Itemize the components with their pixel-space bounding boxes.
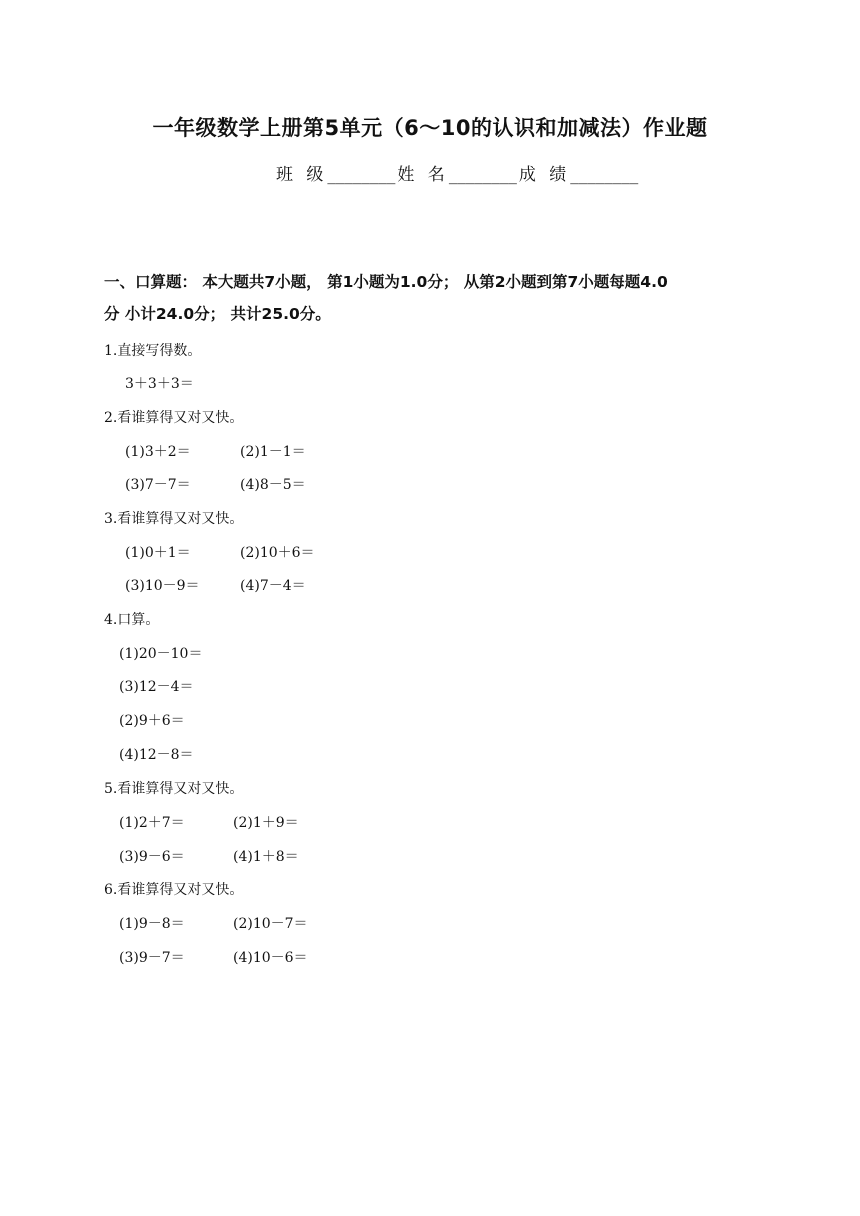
question-item: (1)3＋2＝	[125, 444, 191, 460]
question-title: 6.看谁算得又对又快。	[104, 882, 244, 898]
question-item: 3＋3＋3＝	[125, 376, 194, 392]
section-heading	[104, 266, 764, 330]
question-item: (3)7－7＝	[125, 477, 191, 493]
question-item: (3)10－9＝	[125, 578, 200, 594]
question-item: (3)12－4＝	[119, 679, 194, 695]
name-blank[interactable]: ________	[448, 165, 517, 185]
question-title: 1.直接写得数。	[104, 343, 202, 359]
question-item: (3)9－7＝	[119, 950, 185, 966]
question-item: (1)0＋1＝	[125, 545, 191, 561]
question-item: (2)10＋6＝	[240, 545, 315, 561]
student-info-line	[276, 160, 640, 185]
section-heading-line1: 一、口算题： 本大题共7小题， 第1小题为1.0分； 从第2小题到第7小题每题4.0	[104, 273, 668, 291]
question-title: 2.看谁算得又对又快。	[104, 410, 244, 426]
question-item: (4)8－5＝	[240, 477, 306, 493]
question-item: (1)2＋7＝	[119, 815, 185, 831]
name-label: 姓 名	[397, 165, 449, 185]
question-item: (2)9＋6＝	[119, 713, 185, 729]
question-item: (3)9－6＝	[119, 849, 185, 865]
question-item: (4)12－8＝	[119, 747, 194, 763]
question-item: (2)1－1＝	[240, 444, 306, 460]
class-blank[interactable]: ________	[327, 165, 396, 185]
question-item: (4)10－6＝	[233, 950, 308, 966]
question-item: (2)1＋9＝	[233, 815, 299, 831]
score-blank[interactable]: ________	[570, 165, 639, 185]
question-item: (4)7－4＝	[240, 578, 306, 594]
question-item: (2)10－7＝	[233, 916, 308, 932]
question-item: (4)1＋8＝	[233, 849, 299, 865]
question-item: (1)9－8＝	[119, 916, 185, 932]
question-title: 5.看谁算得又对又快。	[104, 781, 244, 797]
section-heading-line2: 分 小计24.0分； 共计25.0分。	[104, 305, 331, 323]
question-title: 4.口算。	[104, 612, 160, 628]
question-item: (1)20－10＝	[119, 646, 203, 662]
question-title: 3.看谁算得又对又快。	[104, 511, 244, 527]
score-label: 成 绩	[518, 165, 571, 185]
page-title: 一年级数学上册第5单元（6～10的认识和加减法）作业题	[152, 116, 708, 140]
class-label: 班 级	[276, 165, 328, 185]
